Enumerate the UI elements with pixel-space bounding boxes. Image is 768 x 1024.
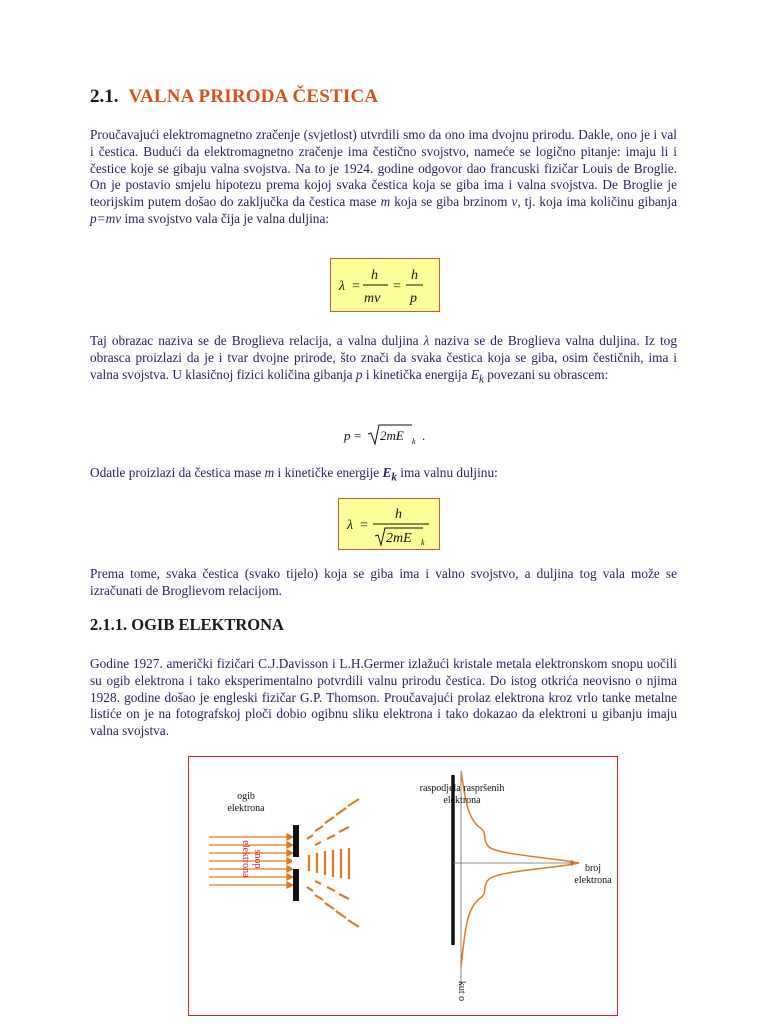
svg-text:=: =: [360, 518, 368, 533]
svg-text:.: .: [422, 428, 426, 443]
svg-text:=: =: [354, 428, 362, 443]
label-snop-elektrona: snop elektrona: [240, 840, 263, 878]
electron-diffraction-figure: [188, 756, 618, 1016]
label-kut: kut o: [456, 980, 468, 1002]
paragraph-conclusion: Prema tome, svaka čestica (svako tijelo) koja se giba ima i valno svojstvo, a duljina tog vala može se izračunati de Broglievom relacijom.: [90, 566, 677, 598]
paragraph-consequence: Odatle proizlazi da čestica mase m i kinetičke energije $E_k$ ima valnu duljinu:: [90, 465, 498, 484]
section-heading: [90, 86, 378, 108]
formula-de-broglie: [330, 258, 440, 312]
paragraph-relation: Taj obrazac naziva se de Broglieva relacija, a valna duljina λ naziva se de Broglieva valna duljina. Iz tog obrasca proizlazi da je i tvar dvojne prirode, što znači da svaka čestica koja se giba, osim čestičnih, ima i valna svojstva. U klasičnoj fizici količina gibanja p i kinetička energija $E_k$ povezani su obrascem:: [90, 333, 677, 386]
subsection-title: OGIB ELEKTRONA: [131, 615, 284, 634]
svg-text:p: p: [344, 428, 351, 443]
paragraph-davisson-germer: Godine 1927. američki fizičari C.J.Davisson i L.H.Germer izlažući kristale metala elektronskom snopu uočili su ogib elektrona i tako eksperimentalno potvrdili valnu prirodu čestica. Do istog otkrića neovisno o njima 1928. godine došao je engleski fizičar G.P. Thomson. Proučavajući prolaz elektrona kroz vrlo tanke metalne listiće on je na fotografskoj ploči dobio ogibnu sliku elektrona i tako dokazao da elektroni u gibanju imaju valna svojstva.: [90, 656, 677, 739]
svg-text:λ: λ: [347, 518, 354, 533]
formula-momentum-energy: [340, 420, 440, 452]
subsection-number: 2.1.1.: [90, 615, 128, 634]
section-title: VALNA PRIRODA ČESTICA: [128, 86, 379, 107]
svg-text:2mE: 2mE: [380, 428, 404, 443]
svg-text:h: h: [371, 268, 378, 283]
svg-text:h: h: [395, 507, 402, 522]
svg-text:h: h: [411, 268, 418, 283]
paragraph-intro: Proučavajući elektromagnetno zračenje (svjetlost) utvrdili smo da ono ima dvojnu prirodu. Dakle, ono je i val i čestica. Budući da elektromagnetno zračenje ima čestično svojstvo, nameće se logično pitanje: imaju li i čestice koje se gibaju valna svojstva. Na to je 1924. godine odgovor dao francuski fizičar Louis de Broglie. On je postavio smjelu hipotezu prema kojoj svaka čestica koja se giba ima i valna svojstva. De Broglie je teorijskim putem došao do zaključka da čestica mase m koja se giba brzinom v, tj. koja ima količinu gibanja p=mv ima svojstvo vala čija je valna duljina:: [90, 127, 677, 226]
subsection-heading: [90, 615, 284, 635]
section-number: 2.1.: [90, 86, 119, 107]
formula-wavelength-energy: [338, 498, 440, 550]
label-ogib-elektrona: ogib elektrona: [227, 791, 265, 814]
svg-text:mv: mv: [364, 291, 381, 306]
svg-text:λ: λ: [339, 279, 346, 294]
svg-text:k: k: [421, 538, 425, 547]
svg-text:p: p: [410, 291, 417, 306]
label-raspodjela: raspodjela raspršenih elektrona: [419, 783, 505, 806]
svg-text:k: k: [412, 437, 416, 446]
label-broj-elektrona: broj elektrona: [574, 863, 612, 886]
svg-text:2mE: 2mE: [386, 531, 412, 546]
svg-text:=: =: [393, 279, 401, 294]
svg-text:=: =: [352, 279, 360, 294]
scattered-waves: [307, 799, 359, 927]
